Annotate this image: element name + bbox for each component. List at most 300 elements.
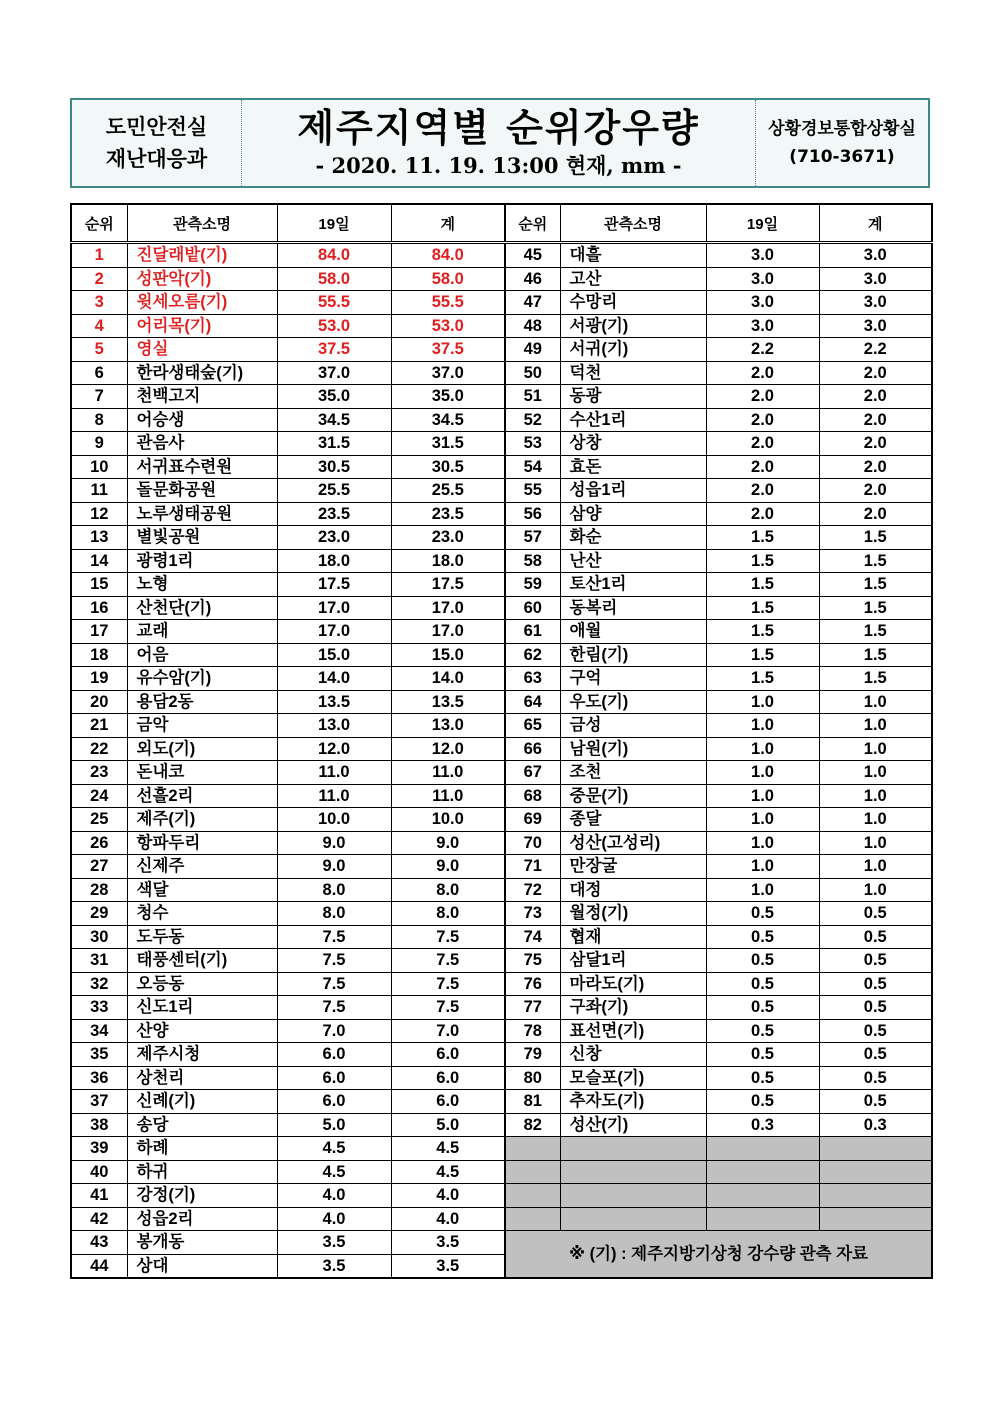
day-rainfall-cell: 3.0	[706, 243, 819, 268]
total-rainfall-cell: 5.0	[391, 1113, 505, 1137]
rank-cell: 28	[71, 878, 127, 902]
rank-cell: 32	[71, 972, 127, 996]
day-rainfall-cell: 2.0	[706, 432, 819, 456]
station-cell: 추자도(기)	[560, 1090, 706, 1114]
rank-cell: 26	[71, 831, 127, 855]
station-cell: 고산	[560, 267, 706, 291]
table-row	[71, 996, 505, 1020]
station-cell: 협재	[560, 925, 706, 949]
rank-cell: 27	[71, 855, 127, 879]
table-row	[71, 831, 505, 855]
day-rainfall-cell: 2.0	[706, 455, 819, 479]
total-rainfall-cell: 1.0	[819, 761, 932, 785]
table-row	[71, 1231, 505, 1255]
rank-cell: 71	[505, 855, 560, 879]
station-cell: 노형	[127, 573, 277, 597]
total-rainfall-cell: 1.0	[819, 690, 932, 714]
rank-cell: 46	[505, 267, 560, 291]
station-cell: 서귀(기)	[560, 338, 706, 362]
day-rainfall-cell: 35.0	[277, 385, 391, 409]
table-row	[505, 1043, 932, 1067]
station-cell: 상대	[127, 1254, 277, 1278]
empty-cell	[706, 1137, 819, 1161]
department-line1: 도민안전실	[105, 115, 208, 139]
day-rainfall-cell: 0.3	[706, 1113, 819, 1137]
day-rainfall-cell: 53.0	[277, 314, 391, 338]
table-row	[505, 643, 932, 667]
total-rainfall-cell: 8.0	[391, 902, 505, 926]
table-row	[505, 549, 932, 573]
empty-cell	[706, 1184, 819, 1208]
station-cell: 한림(기)	[560, 643, 706, 667]
day-rainfall-cell: 0.5	[706, 972, 819, 996]
total-rainfall-cell: 6.0	[391, 1066, 505, 1090]
rank-cell: 29	[71, 902, 127, 926]
total-rainfall-cell: 31.5	[391, 432, 505, 456]
total-rainfall-cell: 2.0	[819, 502, 932, 526]
rank-cell: 66	[505, 737, 560, 761]
total-rainfall-cell: 0.5	[819, 949, 932, 973]
station-cell: 강정(기)	[127, 1184, 277, 1208]
table-row	[505, 831, 932, 855]
day-rainfall-cell: 0.5	[706, 1019, 819, 1043]
day-rainfall-cell: 17.5	[277, 573, 391, 597]
station-cell: 제주시청	[127, 1043, 277, 1067]
station-cell: 성읍2리	[127, 1207, 277, 1231]
rank-cell: 35	[71, 1043, 127, 1067]
station-cell: 수산1리	[560, 408, 706, 432]
rank-cell: 47	[505, 291, 560, 315]
station-cell: 도두동	[127, 925, 277, 949]
rank-cell: 9	[71, 432, 127, 456]
rank-cell: 56	[505, 502, 560, 526]
station-cell: 유수암(기)	[127, 667, 277, 691]
total-rainfall-cell: 55.5	[391, 291, 505, 315]
rank-cell: 54	[505, 455, 560, 479]
station-cell: 하귀	[127, 1160, 277, 1184]
day-rainfall-cell: 7.0	[277, 1019, 391, 1043]
total-rainfall-cell: 14.0	[391, 667, 505, 691]
station-cell: 금악	[127, 714, 277, 738]
table-row	[505, 479, 932, 503]
rank-cell: 10	[71, 455, 127, 479]
station-cell: 선흘2리	[127, 784, 277, 808]
total-rainfall-cell: 4.0	[391, 1184, 505, 1208]
total-rainfall-cell: 1.0	[819, 855, 932, 879]
total-rainfall-cell: 2.0	[819, 385, 932, 409]
table-row	[71, 1019, 505, 1043]
day-rainfall-cell: 1.0	[706, 784, 819, 808]
table-row	[505, 737, 932, 761]
day-rainfall-cell: 1.5	[706, 643, 819, 667]
total-rainfall-cell: 3.0	[819, 291, 932, 315]
page-title: 제주지역별 순위강우량	[297, 106, 700, 150]
total-rainfall-cell: 1.5	[819, 667, 932, 691]
total-rainfall-cell: 7.5	[391, 925, 505, 949]
station-cell: 청수	[127, 902, 277, 926]
total-rainfall-cell: 0.3	[819, 1113, 932, 1137]
rank-cell: 49	[505, 338, 560, 362]
table-row	[505, 432, 932, 456]
total-rainfall-cell: 3.0	[819, 267, 932, 291]
day-rainfall-cell: 1.0	[706, 878, 819, 902]
empty-cell	[819, 1137, 932, 1161]
day-rainfall-cell: 1.0	[706, 690, 819, 714]
total-rainfall-cell: 1.0	[819, 737, 932, 761]
station-cell: 색달	[127, 878, 277, 902]
rank-cell: 51	[505, 385, 560, 409]
empty-cell	[819, 1160, 932, 1184]
day-rainfall-cell: 7.5	[277, 925, 391, 949]
table-row	[505, 291, 932, 315]
station-cell: 항파두리	[127, 831, 277, 855]
total-rainfall-cell: 6.0	[391, 1043, 505, 1067]
day-rainfall-cell: 1.5	[706, 667, 819, 691]
rank-cell: 17	[71, 620, 127, 644]
table-row	[505, 1090, 932, 1114]
station-cell: 종달	[560, 808, 706, 832]
station-cell: 성읍1리	[560, 479, 706, 503]
table-row	[71, 1113, 505, 1137]
rank-cell: 74	[505, 925, 560, 949]
day-rainfall-cell: 6.0	[277, 1043, 391, 1067]
rank-cell: 43	[71, 1231, 127, 1255]
rank-cell: 38	[71, 1113, 127, 1137]
day-rainfall-cell: 18.0	[277, 549, 391, 573]
station-cell: 우도(기)	[560, 690, 706, 714]
table-header-row	[505, 204, 932, 243]
rank-cell: 41	[71, 1184, 127, 1208]
table-header-row	[71, 204, 505, 243]
table-row	[505, 361, 932, 385]
rank-cell: 6	[71, 361, 127, 385]
station-cell: 신창	[560, 1043, 706, 1067]
table-row	[71, 479, 505, 503]
total-rainfall-cell: 34.5	[391, 408, 505, 432]
total-rainfall-cell: 3.5	[391, 1254, 505, 1278]
station-cell: 산양	[127, 1019, 277, 1043]
station-cell: 남원(기)	[560, 737, 706, 761]
day-rainfall-cell: 2.0	[706, 408, 819, 432]
day-rainfall-cell: 7.5	[277, 996, 391, 1020]
empty-cell	[819, 1207, 932, 1231]
station-cell: 오등동	[127, 972, 277, 996]
day-rainfall-cell: 2.2	[706, 338, 819, 362]
rank-cell: 5	[71, 338, 127, 362]
station-cell: 한라생태숲(기)	[127, 361, 277, 385]
empty-row	[505, 1160, 932, 1184]
table-row	[505, 925, 932, 949]
station-cell: 중문(기)	[560, 784, 706, 808]
rank-cell: 15	[71, 573, 127, 597]
rank-cell: 34	[71, 1019, 127, 1043]
total-rainfall-cell: 3.0	[819, 314, 932, 338]
station-cell: 천백고지	[127, 385, 277, 409]
day-rainfall-cell: 37.0	[277, 361, 391, 385]
rank-cell: 25	[71, 808, 127, 832]
day-rainfall-cell: 55.5	[277, 291, 391, 315]
rank-cell: 60	[505, 596, 560, 620]
total-rainfall-cell: 8.0	[391, 878, 505, 902]
table-row	[505, 667, 932, 691]
day-rainfall-cell: 4.0	[277, 1207, 391, 1231]
empty-row	[505, 1137, 932, 1161]
col-total: 계	[391, 204, 505, 243]
rank-cell: 53	[505, 432, 560, 456]
table-row	[505, 620, 932, 644]
total-rainfall-cell: 1.0	[819, 831, 932, 855]
day-rainfall-cell: 30.5	[277, 455, 391, 479]
total-rainfall-cell: 17.0	[391, 596, 505, 620]
empty-cell	[560, 1137, 706, 1161]
table-row	[71, 361, 505, 385]
day-rainfall-cell: 3.0	[706, 291, 819, 315]
rank-cell: 72	[505, 878, 560, 902]
total-rainfall-cell: 3.0	[819, 243, 932, 268]
table-row	[505, 996, 932, 1020]
day-rainfall-cell: 1.5	[706, 526, 819, 550]
station-cell: 삼양	[560, 502, 706, 526]
rank-cell: 75	[505, 949, 560, 973]
total-rainfall-cell: 1.0	[819, 714, 932, 738]
rank-cell: 23	[71, 761, 127, 785]
total-rainfall-cell: 4.5	[391, 1160, 505, 1184]
empty-cell	[706, 1160, 819, 1184]
total-rainfall-cell: 0.5	[819, 1019, 932, 1043]
station-cell: 동광	[560, 385, 706, 409]
rank-cell: 50	[505, 361, 560, 385]
station-cell: 돌문화공원	[127, 479, 277, 503]
table-row	[71, 737, 505, 761]
rank-cell: 57	[505, 526, 560, 550]
station-cell: 토산1리	[560, 573, 706, 597]
table-row	[71, 1066, 505, 1090]
table-row	[71, 902, 505, 926]
department-line2: 재난대응과	[105, 147, 208, 171]
rank-cell: 55	[505, 479, 560, 503]
station-cell: 상천리	[127, 1066, 277, 1090]
total-rainfall-cell: 7.0	[391, 1019, 505, 1043]
table-row	[71, 526, 505, 550]
total-rainfall-cell: 53.0	[391, 314, 505, 338]
rank-cell: 33	[71, 996, 127, 1020]
col-day: 19일	[706, 204, 819, 243]
total-rainfall-cell: 15.0	[391, 643, 505, 667]
col-total: 계	[819, 204, 932, 243]
station-cell: 구좌(기)	[560, 996, 706, 1020]
station-cell: 어승생	[127, 408, 277, 432]
col-day: 19일	[277, 204, 391, 243]
station-cell: 광령1리	[127, 549, 277, 573]
total-rainfall-cell: 1.5	[819, 526, 932, 550]
table-row	[505, 314, 932, 338]
table-row	[505, 408, 932, 432]
rank-cell: 67	[505, 761, 560, 785]
table-row	[505, 526, 932, 550]
station-cell: 대정	[560, 878, 706, 902]
table-row	[71, 338, 505, 362]
day-rainfall-cell: 9.0	[277, 855, 391, 879]
rank-cell: 44	[71, 1254, 127, 1278]
table-row	[505, 902, 932, 926]
day-rainfall-cell: 4.5	[277, 1137, 391, 1161]
station-cell: 화순	[560, 526, 706, 550]
total-rainfall-cell: 37.5	[391, 338, 505, 362]
day-rainfall-cell: 4.0	[277, 1184, 391, 1208]
station-cell: 성산(고성리)	[560, 831, 706, 855]
rank-cell: 65	[505, 714, 560, 738]
contact-block	[756, 100, 928, 186]
table-row	[71, 690, 505, 714]
station-cell: 조천	[560, 761, 706, 785]
rank-cell: 7	[71, 385, 127, 409]
station-cell: 대흘	[560, 243, 706, 268]
rank-cell: 8	[71, 408, 127, 432]
rank-cell: 13	[71, 526, 127, 550]
table-row	[505, 267, 932, 291]
total-rainfall-cell: 1.5	[819, 620, 932, 644]
total-rainfall-cell: 11.0	[391, 784, 505, 808]
day-rainfall-cell: 9.0	[277, 831, 391, 855]
table-row	[505, 878, 932, 902]
table-row	[71, 784, 505, 808]
day-rainfall-cell: 12.0	[277, 737, 391, 761]
total-rainfall-cell: 6.0	[391, 1090, 505, 1114]
rank-cell: 16	[71, 596, 127, 620]
page-subtitle: - 2020. 11. 19. 13:00 현재, mm -	[315, 153, 682, 178]
rank-cell: 14	[71, 549, 127, 573]
rank-cell: 58	[505, 549, 560, 573]
total-rainfall-cell: 1.5	[819, 549, 932, 573]
rank-cell: 11	[71, 479, 127, 503]
station-cell: 외도(기)	[127, 737, 277, 761]
empty-cell	[819, 1184, 932, 1208]
total-rainfall-cell: 25.5	[391, 479, 505, 503]
table-row	[71, 596, 505, 620]
table-row	[71, 972, 505, 996]
total-rainfall-cell: 17.0	[391, 620, 505, 644]
table-row	[505, 596, 932, 620]
table-row	[71, 549, 505, 573]
day-rainfall-cell: 0.5	[706, 1043, 819, 1067]
station-cell: 어리목(기)	[127, 314, 277, 338]
table-row	[71, 643, 505, 667]
day-rainfall-cell: 6.0	[277, 1090, 391, 1114]
table-row	[505, 972, 932, 996]
total-rainfall-cell: 0.5	[819, 972, 932, 996]
station-cell: 하례	[127, 1137, 277, 1161]
day-rainfall-cell: 3.0	[706, 314, 819, 338]
day-rainfall-cell: 23.0	[277, 526, 391, 550]
empty-cell	[505, 1137, 560, 1161]
footnote: ※ (기) : 제주지방기상청 강수량 관측 자료	[505, 1231, 932, 1279]
day-rainfall-cell: 5.0	[277, 1113, 391, 1137]
total-rainfall-cell: 0.5	[819, 925, 932, 949]
rank-cell: 63	[505, 667, 560, 691]
table-row	[71, 314, 505, 338]
day-rainfall-cell: 17.0	[277, 596, 391, 620]
total-rainfall-cell: 9.0	[391, 855, 505, 879]
rank-cell: 12	[71, 502, 127, 526]
total-rainfall-cell: 37.0	[391, 361, 505, 385]
day-rainfall-cell: 1.5	[706, 596, 819, 620]
day-rainfall-cell: 11.0	[277, 761, 391, 785]
rank-cell: 52	[505, 408, 560, 432]
table-row	[71, 1254, 505, 1278]
station-cell: 관음사	[127, 432, 277, 456]
total-rainfall-cell: 35.0	[391, 385, 505, 409]
station-cell: 진달래밭(기)	[127, 243, 277, 268]
station-cell: 모슬포(기)	[560, 1066, 706, 1090]
station-cell: 송당	[127, 1113, 277, 1137]
station-cell: 효돈	[560, 455, 706, 479]
rank-cell: 19	[71, 667, 127, 691]
day-rainfall-cell: 2.0	[706, 502, 819, 526]
total-rainfall-cell: 4.0	[391, 1207, 505, 1231]
table-row	[71, 855, 505, 879]
day-rainfall-cell: 0.5	[706, 996, 819, 1020]
station-cell: 용담2동	[127, 690, 277, 714]
table-row	[71, 667, 505, 691]
rank-cell: 37	[71, 1090, 127, 1114]
total-rainfall-cell: 13.5	[391, 690, 505, 714]
station-cell: 난산	[560, 549, 706, 573]
header-box	[70, 98, 930, 188]
empty-row	[505, 1184, 932, 1208]
total-rainfall-cell: 1.0	[819, 878, 932, 902]
station-cell: 윗세오름(기)	[127, 291, 277, 315]
table-row	[71, 761, 505, 785]
total-rainfall-cell: 23.5	[391, 502, 505, 526]
total-rainfall-cell: 3.5	[391, 1231, 505, 1255]
col-station: 관측소명	[560, 204, 706, 243]
day-rainfall-cell: 1.0	[706, 831, 819, 855]
total-rainfall-cell: 18.0	[391, 549, 505, 573]
total-rainfall-cell: 0.5	[819, 1043, 932, 1067]
station-cell: 만장굴	[560, 855, 706, 879]
table-row	[505, 338, 932, 362]
rank-cell: 81	[505, 1090, 560, 1114]
total-rainfall-cell: 2.0	[819, 479, 932, 503]
rank-cell: 73	[505, 902, 560, 926]
total-rainfall-cell: 2.0	[819, 361, 932, 385]
day-rainfall-cell: 2.0	[706, 361, 819, 385]
total-rainfall-cell: 2.2	[819, 338, 932, 362]
station-cell: 표선면(기)	[560, 1019, 706, 1043]
table-row	[71, 267, 505, 291]
day-rainfall-cell: 37.5	[277, 338, 391, 362]
station-cell: 상창	[560, 432, 706, 456]
table-row	[505, 784, 932, 808]
table-row	[505, 385, 932, 409]
day-rainfall-cell: 2.0	[706, 385, 819, 409]
rank-cell: 2	[71, 267, 127, 291]
rank-cell: 36	[71, 1066, 127, 1090]
day-rainfall-cell: 8.0	[277, 902, 391, 926]
day-rainfall-cell: 1.0	[706, 761, 819, 785]
table-row	[505, 502, 932, 526]
day-rainfall-cell: 3.5	[277, 1254, 391, 1278]
col-rank: 순위	[71, 204, 127, 243]
station-cell: 산천단(기)	[127, 596, 277, 620]
total-rainfall-cell: 7.5	[391, 949, 505, 973]
station-cell: 봉개동	[127, 1231, 277, 1255]
empty-row	[505, 1207, 932, 1231]
table-row	[71, 949, 505, 973]
station-cell: 서광(기)	[560, 314, 706, 338]
table-row	[505, 714, 932, 738]
total-rainfall-cell: 0.5	[819, 1066, 932, 1090]
